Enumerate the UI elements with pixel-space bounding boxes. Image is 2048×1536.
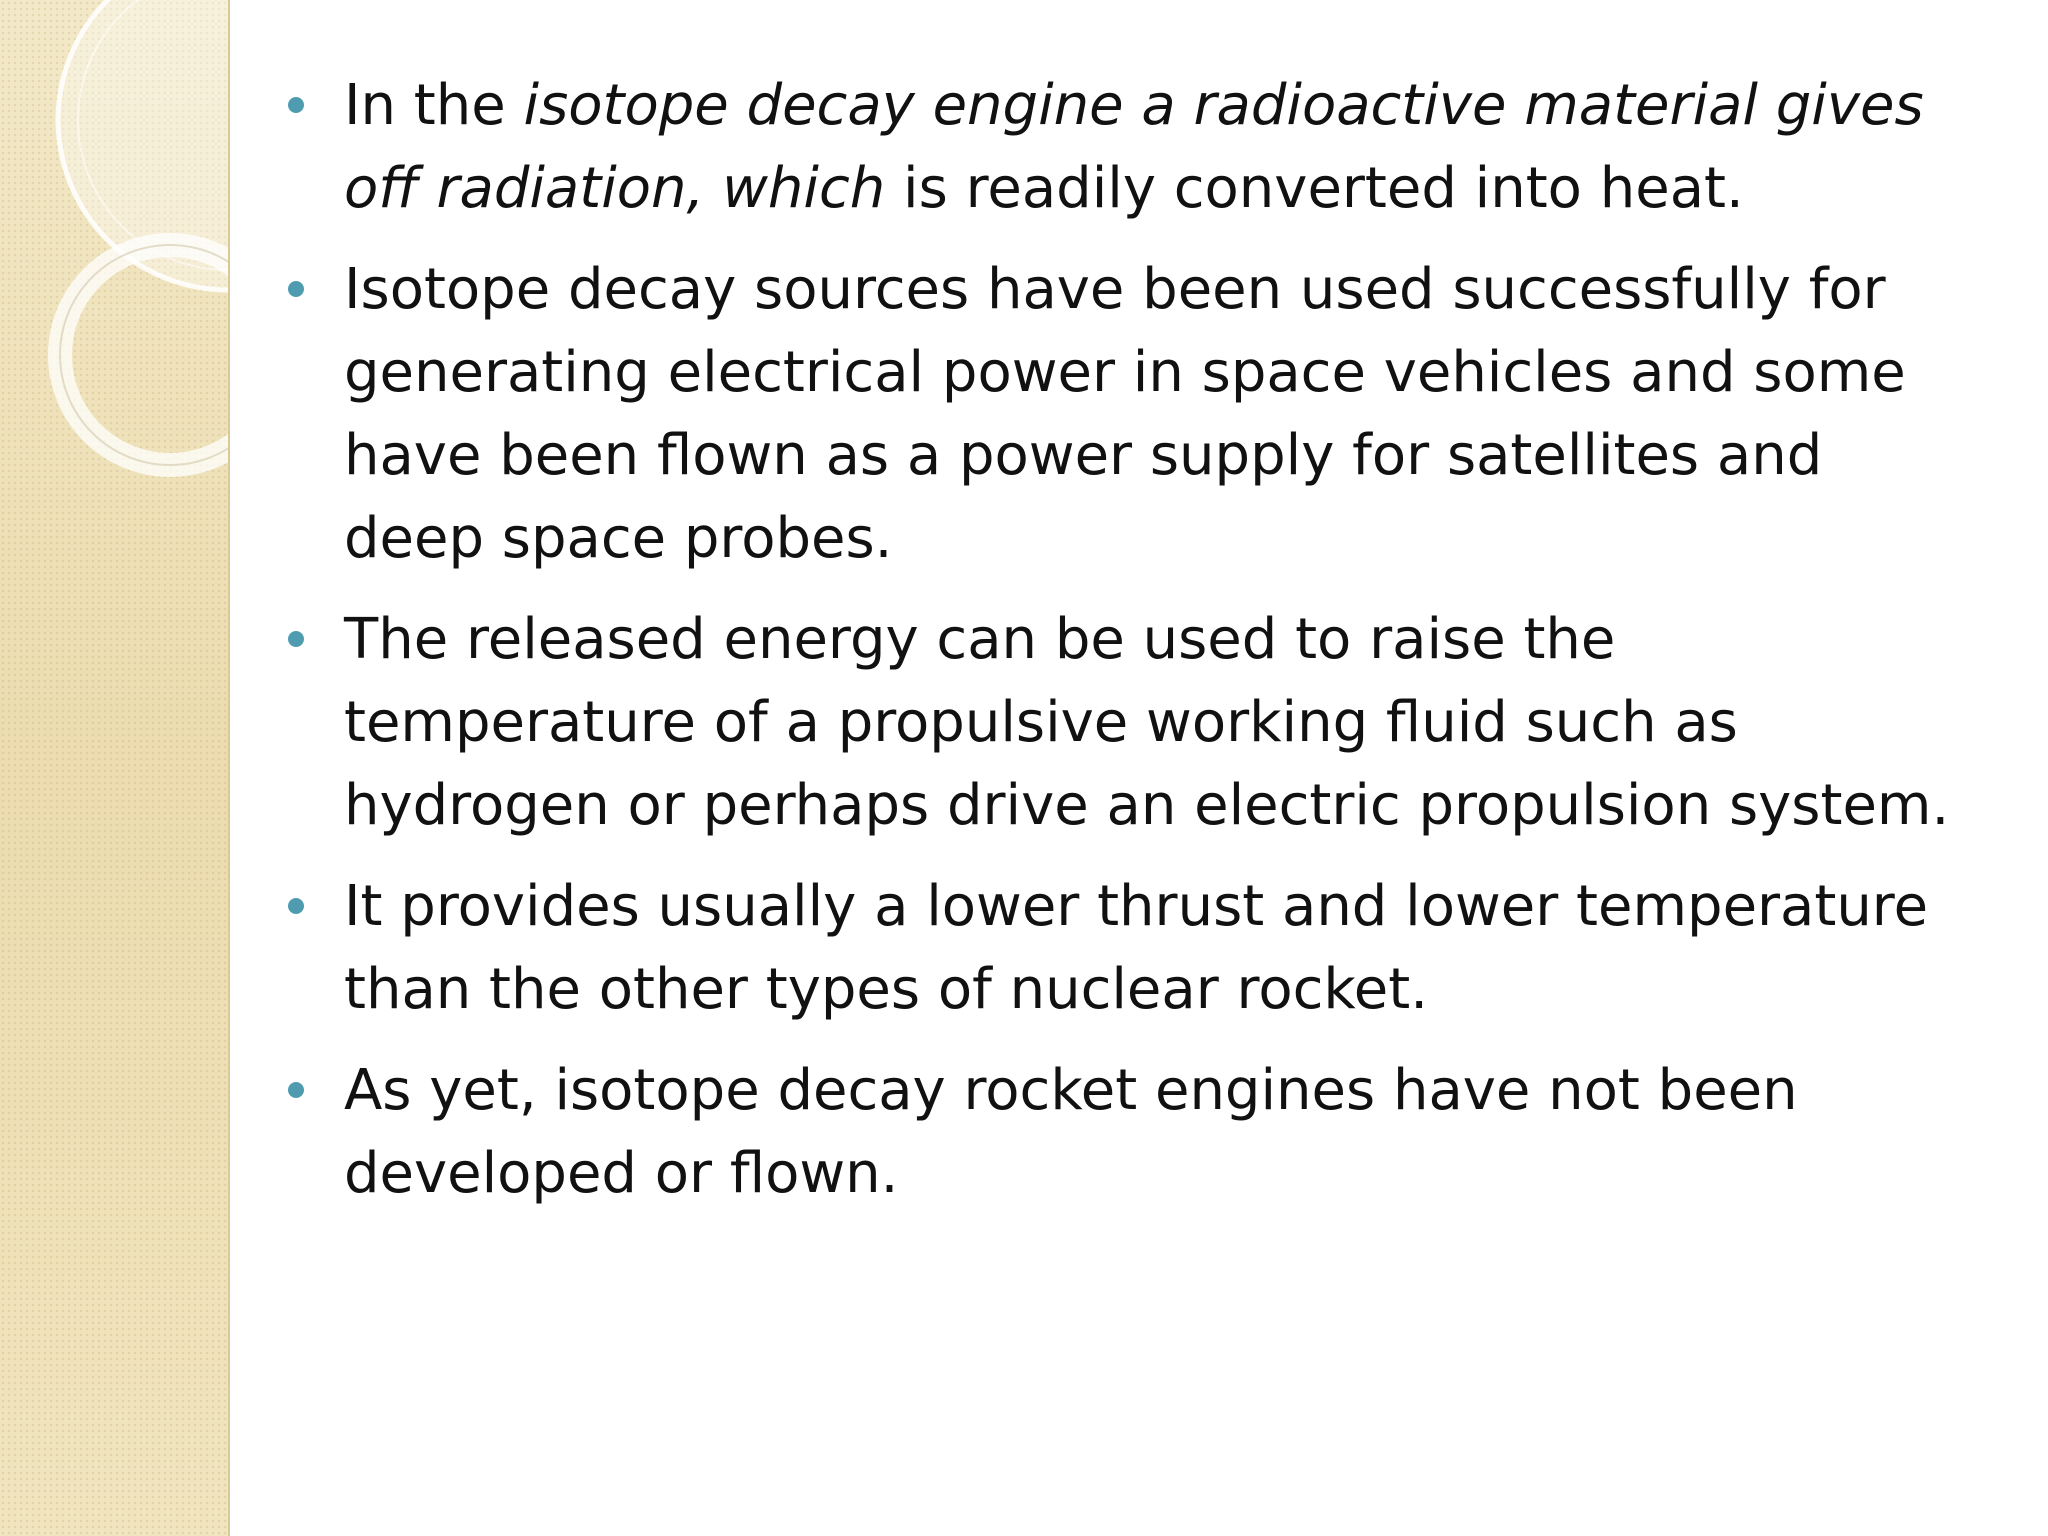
bullet-text-plain: In the xyxy=(344,73,524,138)
bullet-item xyxy=(280,598,1980,847)
bullet-text-plain: is readily converted into heat. xyxy=(885,156,1744,221)
bullet-text-italic: isotope decay engine a radioactive material gives off radiation, which xyxy=(344,73,1924,221)
bullet-dot-icon xyxy=(288,97,304,113)
bullet-item xyxy=(280,865,1980,1031)
bullet-item xyxy=(280,64,1980,230)
bullet-text: As yet, isotope decay rocket engines have not been developed or flown. xyxy=(344,1058,1798,1206)
bullet-item xyxy=(280,248,1980,580)
bullet-dot-icon xyxy=(288,898,304,914)
bullet-text: The released energy can be used to raise the temperature of a propulsive working fluid such as hydrogen or perhaps drive an electric propulsion system. xyxy=(344,607,1950,838)
content-area xyxy=(280,64,1980,1233)
bullet-item xyxy=(280,1049,1980,1215)
bullet-list xyxy=(280,64,1980,1215)
decorative-rings-icon xyxy=(0,0,228,520)
bullet-dot-icon xyxy=(288,631,304,647)
bullet-dot-icon xyxy=(288,281,304,297)
bullet-dot-icon xyxy=(288,1082,304,1098)
decorative-side-panel xyxy=(0,0,230,1536)
bullet-text: It provides usually a lower thrust and lower temperature than the other types of nuclear rocket. xyxy=(344,874,1929,1022)
bullet-text: Isotope decay sources have been used successfully for generating electrical power in space vehicles and some have been flown as a power supply for satellites and deep space probes. xyxy=(344,257,1906,571)
